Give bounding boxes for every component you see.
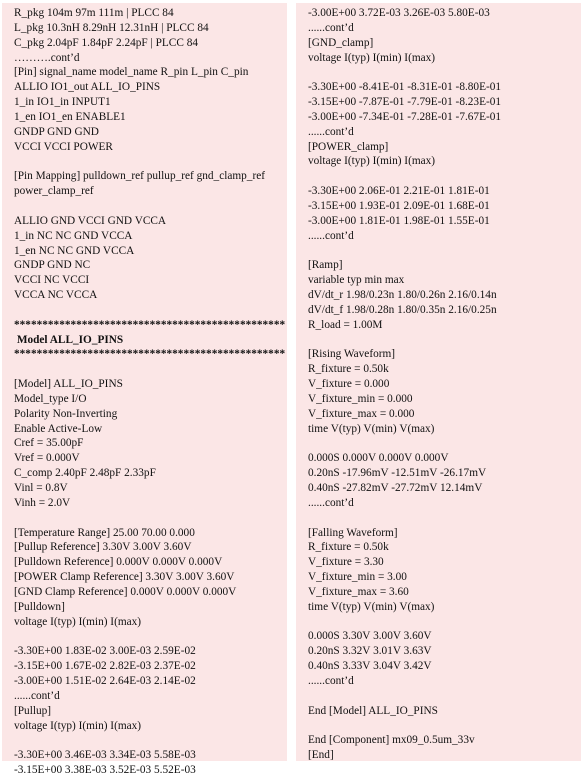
text-line: Vinh = 2.0V [14,496,71,509]
text-line: Vref = 0.000V [14,452,80,465]
text-line: -3.15E+00 1.93E-01 2.09E-01 1.68E-01 [308,199,490,212]
text-line: R_fixture = 0.50k [308,541,389,554]
text-line: ......cont’d [308,125,354,138]
text-line: C_comp 2.40pF 2.48pF 2.33pF [14,467,156,480]
text-line: VCCI VCCI POWER [14,140,113,153]
right-column [296,3,581,761]
text-line: [Pulldown Reference] 0.000V 0.000V 0.000V [14,556,223,569]
text-line: ALLIO GND VCCI GND VCCA [14,214,167,227]
text-line: ......cont’d [308,674,354,687]
text-line: -3.00E+00 -7.34E-01 -7.28E-01 -7.67E-01 [308,110,502,123]
text-line: ......cont’d [308,496,354,509]
text-line: -3.30E+00 1.83E-02 3.00E-03 2.59E-02 [14,645,196,658]
text-line: V_fixture_min = 0.000 [308,392,413,405]
blank-line [308,436,581,451]
text-line: -3.15E+00 -7.87E-01 -7.79E-01 -8.23E-01 [308,96,502,109]
text-line: -3.15E+00 1.67E-02 2.82E-03 2.37E-02 [14,660,196,673]
text-line: V_fixture = 0.000 [308,378,390,391]
text-line: -3.00E+00 1.81E-01 1.98E-01 1.55E-01 [308,214,490,227]
blank-line [308,244,581,259]
text-line: variable typ min max [308,274,405,287]
text-line: 0.20nS 3.32V 3.01V 3.63V [308,645,432,658]
text-line: Model ALL_IO_PINS [14,333,124,346]
text-line: [Model] ALL_IO_PINS [14,378,123,391]
text-line: ALLIO IO1_out ALL_IO_PINS [14,81,161,94]
blank-line [14,303,287,318]
blank-line [14,199,287,214]
text-line: V_fixture = 3.30 [308,556,384,569]
text-line: -3.00E+00 1.51E-02 2.64E-03 2.14E-02 [14,674,196,687]
text-line: [Rising Waveform] [308,348,396,361]
text-line: [End] [308,749,334,762]
blank-line [308,65,581,80]
text-line: [Falling Waveform] [308,526,398,539]
text-line: 1_en IO1_en ENABLE1 [14,110,126,123]
text-line: voltage I(typ) I(min) I(max) [308,155,436,168]
blank-line [14,362,287,377]
text-line: ......cont’d [308,21,354,34]
text-line: ……….cont’d [14,51,80,64]
text-line: Cref = 35.00pF [14,437,84,450]
blank-line [14,154,287,169]
text-line: [Pin Mapping] pulldown_ref pullup_ref gnd_clamp_ref [14,170,265,183]
blank-line [308,169,581,184]
text-line: time V(typ) V(min) V(max) [308,422,435,435]
text-line: -3.15E+00 3.38E-03 3.52E-03 5.52E-03 [14,764,196,777]
text-line: 0.20nS -17.96mV -12.51mV -26.17mV [308,467,487,480]
blank-line [14,511,287,526]
text-line: ************************************************ [14,318,286,331]
text-line: [Pin] signal_name model_name R_pin L_pin C_pin [14,66,249,79]
text-line: [Ramp] [308,259,343,272]
text-line: GNDP GND GND [14,125,99,138]
text-line: ......cont’d [308,229,354,242]
text-line: ************************************************ [14,348,286,361]
text-line: dV/dt_f 1.98/0.28n 1.80/0.35n 2.16/0.25n [308,303,497,316]
text-line: voltage I(typ) I(min) I(max) [14,719,142,732]
text-line: 0.40nS -27.82mV -27.72mV 12.14mV [308,482,483,494]
text-line: Vinl = 0.8V [14,482,68,494]
blank-line [14,629,287,644]
text-line: -3.30E+00 -8.41E-01 -8.31E-01 -8.80E-01 [308,81,502,94]
text-line: 0.000S 3.30V 3.00V 3.60V [308,630,432,643]
text-line: dV/dt_r 1.98/0.23n 1.80/0.26n 2.16/0.14n [308,289,497,302]
text-line: -3.30E+00 3.46E-03 3.34E-03 5.58E-03 [14,749,196,762]
text-line: -3.30E+00 2.06E-01 2.21E-01 1.81E-01 [308,185,490,198]
left-column [2,3,287,777]
blank-line [308,689,581,704]
text-line: power_clamp_ref [14,185,94,198]
text-line: V_fixture_min = 3.00 [308,571,407,584]
text-line: VCCI NC VCCI [14,274,90,287]
blank-line [308,511,581,526]
blank-line [308,615,581,630]
text-line: VCCA NC VCCA [14,289,98,302]
text-line: [GND Clamp Reference] 0.000V 0.000V 0.000V [14,585,237,598]
text-line: [Pulldown] [14,600,65,613]
text-line: C_pkg 2.04pF 1.84pF 2.24pF | PLCC 84 [14,36,198,49]
text-line: R_fixture = 0.50k [308,363,389,376]
text-line: End [Component] mx09_0.5um_33v [308,734,475,747]
text-line: voltage I(typ) I(min) I(max) [308,51,436,64]
blank-line [14,733,287,748]
text-line: V_fixture_max = 0.000 [308,407,415,420]
text-line: 1_in NC NC GND VCCA [14,229,133,242]
text-line: time V(typ) V(min) V(max) [308,600,435,613]
text-line: [POWER_clamp] [308,140,389,153]
text-line: R_load = 1.00M [308,318,383,331]
text-line: R_pkg 104m 97m 111m | PLCC 84 [14,7,174,19]
text-line: -3.00E+00 3.72E-03 3.26E-03 5.80E-03 [308,7,490,19]
text-line: Enable Active-Low [14,422,103,435]
text-line: Polarity Non-Inverting [14,407,118,420]
text-line: L_pkg 10.3nH 8.29nH 12.31nH | PLCC 84 [14,21,209,34]
text-line: Model_type I/O [14,392,87,405]
text-line: [Pullup Reference] 3.30V 3.00V 3.60V [14,541,192,554]
text-line: 1_in IO1_in INPUT1 [14,96,111,109]
text-line: 1_en NC NC GND VCCA [14,244,135,257]
text-line: voltage I(typ) I(min) I(max) [14,615,142,628]
blank-line [308,333,581,348]
text-line: [POWER Clamp Reference] 3.30V 3.00V 3.60V [14,571,235,584]
text-line: 0.000S 0.000V 0.000V 0.000V [308,452,449,465]
text-line: 0.40nS 3.33V 3.04V 3.42V [308,660,432,673]
text-line: ......cont’d [14,689,60,702]
text-line: V_fixture_max = 3.60 [308,585,409,598]
text-line: [Pullup] [14,704,52,717]
blank-line [308,719,581,734]
text-line: [Temperature Range] 25.00 70.00 0.000 [14,526,195,539]
text-line: GNDP GND NC [14,259,91,272]
text-line: [GND_clamp] [308,36,374,49]
text-line: End [Model] ALL_IO_PINS [308,704,438,717]
